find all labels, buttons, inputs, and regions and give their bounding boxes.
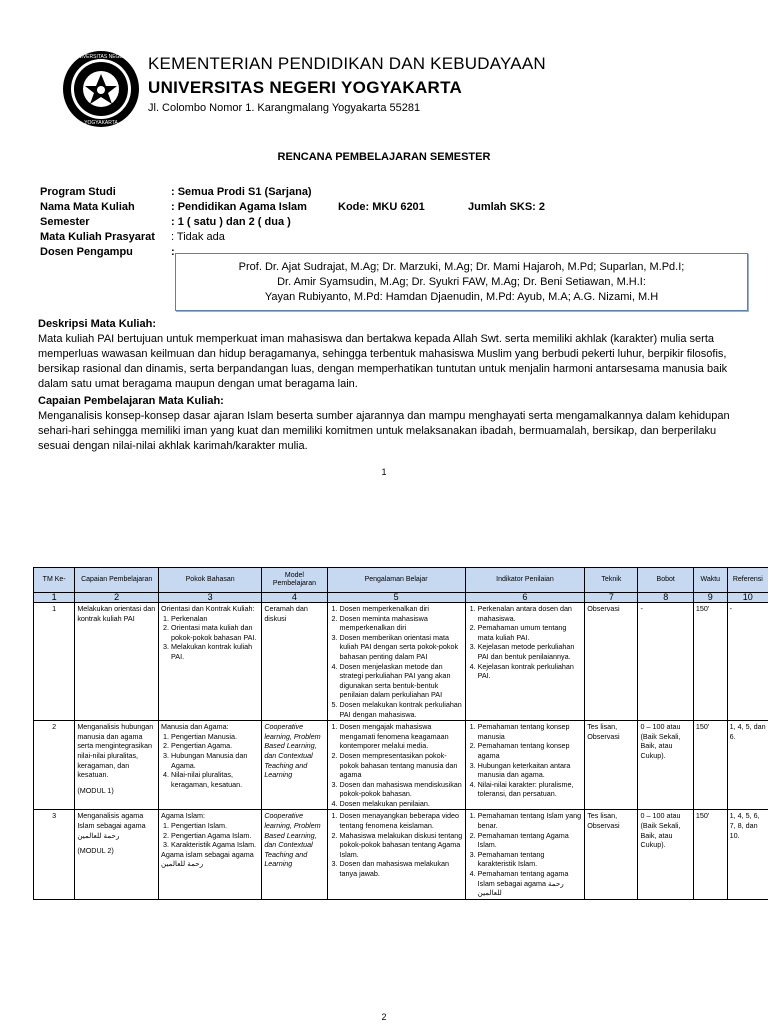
sks-value: Jumlah SKS: 2 [468,201,546,213]
deskripsi-heading: Deskripsi Mata Kuliah: [38,318,156,330]
rps-table [33,567,768,900]
capaian-cell: Melakukan orientasi dan kontrak kuliah PAI [75,603,159,721]
tm-cell: 1 [34,603,75,721]
pokok-cell [159,810,262,899]
pengalaman-item: 3. Dosen dan mahasiswa mendiskusikan pokok-pokok bahasan. [340,780,463,799]
column-number: 5 [327,593,465,603]
prasyarat-label: Mata Kuliah Prasyarat [40,231,155,243]
header-cell: Waktu [693,568,727,593]
capaian-section [38,394,738,454]
page-number: 1 [381,467,387,477]
pengalaman-item: 1. Dosen mengajak mahasiswa mengamati fenomena keagamaan kontemporer melalui media. [340,722,463,751]
referensi-cell: - [727,603,768,721]
capaian-heading: Capaian Pembelajaran Mata Kuliah: [38,395,224,407]
column-number: 10 [727,593,768,603]
teknik-cell: Tes lisan, Observasi [585,721,638,810]
pokok-item: 3. Karakteristik Agama Islam. [171,840,259,850]
column-number: 3 [159,593,262,603]
dosen-line: Prof. Dr. Ajat Sudrajat, M.Ag; Dr. Marzuki, M.Ag; Dr. Mami Hajaroh, M.Pd; Suparlan, M.Pd.I; [238,261,685,273]
svg-text:YOGYAKARTA: YOGYAKARTA [84,120,118,126]
header-cell: Bobot [638,568,693,593]
document-title: RENCANA PEMBELAJARAN SEMESTER [277,151,491,163]
university-name: UNIVERSITAS NEGERI YOGYAKARTA [148,78,463,97]
column-number-row [34,593,768,603]
bobot-cell: 0 – 100 atau (Baik Sekali, Baik, atau Cukup). [638,721,693,810]
waktu-cell: 150' [693,810,727,899]
column-number: 2 [75,593,159,603]
teknik-cell: Observasi [585,603,638,721]
bobot-cell: - [638,603,693,721]
dosen-line: Dr. Amir Syamsudin, M.Ag; Dr. Syukri FAW, M.Ag; Dr. Beni Setiawan, M.H.I: [277,276,646,288]
header-cell: Teknik [585,568,638,593]
dosen-label: Dosen Pengampu [40,246,133,258]
indikator-item: 4. Kejelasan kontrak perkuliahan PAI. [478,662,583,681]
pokok-item: 1. Pengertian Islam. [171,821,259,831]
model-cell: Cooperative learning, Problem Based Learning, dan Contextual Teaching and Learning [262,810,327,899]
ministry-name: KEMENTERIAN PENDIDIKAN DAN KEBUDAYAAN [148,54,546,73]
modul-label: (MODUL 2) [77,846,114,856]
column-number: 1 [34,593,75,603]
indikator-item: 1. Perkenalan antara dosen dan mahasiswa. [478,604,583,623]
header-cell: Pokok Bahasan [159,568,262,593]
table-row [34,603,768,721]
modul-label: (MODUL 1) [77,785,114,795]
course-info [40,185,740,260]
pokok-intro: Orientasi dan Kontrak Kuliah: [161,604,255,613]
capaian-text: Menganalisis konsep-konsep dasar ajaran Islam beserta sumber ajarannya dan mampu menghayati serta mengamalkannya dalam kehidupan sehari-hari sehingga memiliki iman yang kuat dan memiliki komitmen untuk melaksanakan ibadah, bermuamalah, bersikap, dan berperilaku sesuai dengan nilai-nilai akhlak karimah/karakter mulia. [38,410,730,452]
deskripsi-section [38,317,738,392]
column-number: 9 [693,593,727,603]
pengalaman-item: 5. Dosen melakukan kontrak perkuliahan PAI dengan mahasiswa. [340,700,463,719]
column-number: 4 [262,593,327,603]
header-cell: Pengalaman Belajar [327,568,465,593]
dosen-list [175,253,748,311]
indikator-item: 1. Pemahaman tentang Islam yang benar. [478,811,583,830]
indikator-cell [465,810,585,899]
pokok-cell [159,603,262,721]
waktu-cell: 150' [693,603,727,721]
referensi-cell: 1, 4, 5, 6, 7, 8, dan 10. [727,810,768,899]
pengalaman-item: 4. Dosen menjelaskan metode dan strategi perkuliahan PAI yang akan digunakan serta bentuk-bentuk penilaian dalam perkuliahan PAI [340,662,463,700]
pengalaman-item: 3. Dosen dan mahasiswa melakukan tanya jawab. [340,859,463,878]
pokok-cell [159,721,262,810]
model-cell: Cooperative learning, Problem Based Learning, dan Contextual Teaching and Learning [262,721,327,810]
pokok-extra: Agama islam sebagai agama رحمة للعالمين [161,849,254,869]
indikator-item: 3. Pemahaman tentang karakteristik Islam. [478,850,583,869]
page-number: 2 [381,1012,387,1022]
pokok-item: 3. Hubungan Manusia dan Agama. [171,751,259,770]
university-address: Jl. Colombo Nomor 1. Karangmalang Yogyakarta 55281 [148,102,421,114]
pengalaman-item: 1. Dosen memperkenalkan diri [340,604,463,614]
column-number: 7 [585,593,638,603]
pengalaman-item: 4. Dosen melakukan penilaian. [340,799,463,809]
dosen-colon: : [171,246,175,258]
teknik-cell: Tes lisan, Observasi [585,810,638,899]
pokok-item: 2. Orientasi mata kuliah dan pokok-pokok bahasan PAI. [171,623,259,642]
deskripsi-text: Mata kuliah PAI bertujuan untuk memperkuat iman mahasiswa dan bertakwa kepada Allah Swt. serta memiliki akhlak (karakter) mulia serta memperluas wawasan keilmuan dan hidup beragamanya, sehingga terbentuk mahasiswa Muslim yang berbudi pekerti luhur, berpikir filosofis, bersikap rasional dan dinamis, serta berpandangan luas, dengan memperhatikan tuntutan untuk menjalin harmoni antarsesama manusia baik dalam satu umat beragama maupun dengan umat beragama lain. [38,333,728,390]
waktu-cell: 150' [693,721,727,810]
indikator-item: 2. Pemahaman tentang Agama Islam. [478,831,583,850]
header-cell: Model Pembelajaran [262,568,327,593]
pengalaman-item: 2. Dosen mempresentasikan pokok-pokok bahasan tentang manusia dan agama [340,751,463,780]
pokok-item: 1. Pengertian Manusia. [171,732,259,742]
capaian-text: Menganalisis agama Islam sebagai agama رحمة للعالمين [77,811,146,840]
table-row [34,810,768,899]
pengalaman-item: 3. Dosen memberikan orientasi mata kuliah PAI dengan serta pokok-pokok bahasan penting dalam PAI [340,633,463,662]
svg-text:UNIVERSITAS NEGERI: UNIVERSITAS NEGERI [74,54,128,60]
dosen-line: Yayan Rubiyanto, M.Pd: Hamdan Djaenudin, M.Pd: Ayub, M.A; A.G. Nizami, M.H [264,291,659,303]
indikator-item: 2. Pemahaman tentang konsep agama [478,741,583,760]
referensi-cell: 1, 4, 5, dan 6. [727,721,768,810]
indikator-item: 4. Nilai-nilai karakter: pluralisme, toleransi, dan persatuan. [478,780,583,799]
pokok-intro: Manusia dan Agama: [161,722,229,732]
indikator-item: 1. Pemahaman tentang konsep manusia [478,722,583,741]
bobot-cell: 0 – 100 atau (Baik Sekali, Baik, atau Cukup). [638,810,693,899]
semester-value: : 1 ( satu ) dan 2 ( dua ) [171,216,291,228]
indikator-item: 3. Kejelasan metode perkuliahan PAI dan bentuk penilaiannya. [478,642,583,661]
pokok-item: 3. Melakukan kontrak kuliah PAI. [171,642,259,661]
kode-value: Kode: MKU 6201 [338,201,425,213]
column-number: 8 [638,593,693,603]
indikator-item: 3. Hubungan keterkaitan antara manusia dan agama. [478,761,583,780]
indikator-item: 4. Pemahaman tentang agama Islam sebagai agama رحمة للعالمين [478,869,583,898]
pengalaman-cell [327,603,465,721]
pokok-item: 4. Nilai-nilai pluralitas, keragaman, kesatuan. [171,770,259,789]
pokok-item: 2. Pengertian Agama. [171,741,259,751]
column-number: 6 [465,593,585,603]
header-cell: TM Ke- [34,568,75,593]
table-header-row [34,568,768,593]
pengalaman-item: 2. Mahasiswa melakukan diskusi tentang pokok-pokok bahasan tentang Agama Islam. [340,831,463,860]
pengalaman-cell [327,810,465,899]
university-logo [62,50,140,128]
pokok-intro: Agama Islam: [161,811,205,821]
semester-label: Semester [40,216,90,228]
tm-cell: 3 [34,810,75,899]
model-cell: Ceramah dan diskusi [262,603,327,721]
pokok-item: 2. Pengertian Agama Islam. [171,831,259,841]
pokok-item: 1. Perkenalan [171,614,259,624]
header-cell: Referensi [727,568,768,593]
mk-value: : Pendidikan Agama Islam [171,201,307,213]
capaian-text: Menganalisis hubungan manusia dan agama serta mengintegrasikan nilai-nilai pluralitas, keragaman, dan kesatuan. [77,722,154,780]
indikator-cell [465,721,585,810]
indikator-item: 2. Pemahaman umum tentang mata kuliah PAI. [478,623,583,642]
indikator-cell [465,603,585,721]
pengalaman-item: 2. Dosen meminta mahasiswa memperkenalkan diri [340,614,463,633]
capaian-cell [75,721,159,810]
prodi-label: Program Studi [40,186,116,198]
tm-cell: 2 [34,721,75,810]
header-cell: Capaian Pembelajaran [75,568,159,593]
capaian-cell [75,810,159,899]
pengalaman-item: 1. Dosen menayangkan beberapa video tentang fenomena keislaman. [340,811,463,830]
table-row [34,721,768,810]
prasyarat-value: : Tidak ada [171,231,225,243]
pengalaman-cell [327,721,465,810]
prodi-value: : Semua Prodi S1 (Sarjana) [171,186,312,198]
mk-label: Nama Mata Kuliah [40,201,135,213]
header-cell: Indikator Penilaian [465,568,585,593]
